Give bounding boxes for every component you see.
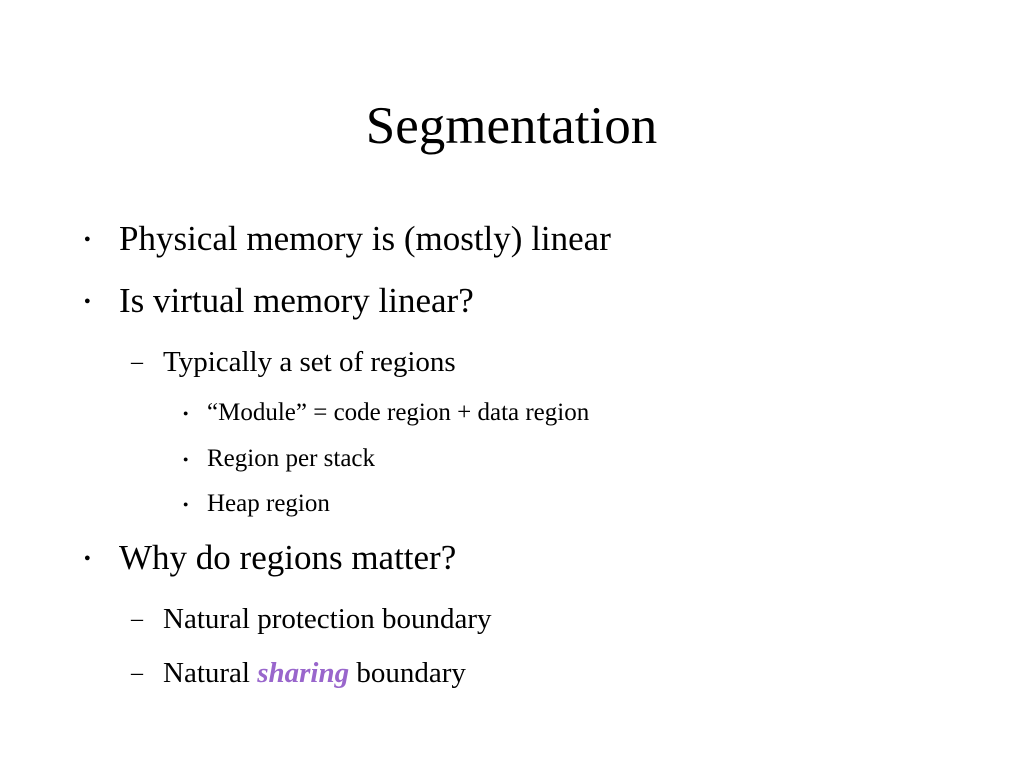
- dash-icon: –: [131, 349, 143, 375]
- sub-sub-bullet-text: Heap region: [207, 490, 330, 517]
- sub-sub-bullet-text: Region per stack: [207, 445, 376, 472]
- emphasized-word: sharing: [257, 657, 350, 689]
- bullet-icon: ●: [183, 499, 189, 509]
- bullet-text: Physical memory is (mostly) linear: [119, 219, 611, 258]
- bullet-text: Is virtual memory linear?: [119, 281, 474, 320]
- dash-icon: –: [131, 660, 143, 686]
- sub-sub-bullet-text: “Module” = code region + data region: [207, 399, 590, 426]
- bullet-icon: ●: [183, 408, 189, 418]
- bullet-item: [84, 218, 611, 260]
- bullet-item: [84, 280, 474, 322]
- sub-sub-bullet-item: [183, 398, 589, 428]
- bullet-icon: ●: [84, 295, 91, 307]
- bullet-icon: ●: [84, 233, 91, 245]
- bullet-icon: ●: [183, 454, 189, 464]
- bullet-icon: ●: [84, 552, 91, 564]
- sub-sub-bullet-item: [183, 444, 375, 474]
- dash-icon: –: [131, 606, 143, 632]
- sub-bullet-text: Typically a set of regions: [163, 346, 456, 378]
- text-before-emphasis: Natural: [163, 657, 258, 689]
- text-after-emphasis: boundary: [349, 657, 466, 689]
- bullet-text: Why do regions matter?: [119, 538, 457, 577]
- slide-title: Segmentation: [365, 97, 658, 155]
- sub-bullet-text: [163, 655, 466, 691]
- sub-bullet-item: [131, 601, 492, 637]
- sub-sub-bullet-item: [183, 489, 330, 519]
- sub-bullet-text: Natural protection boundary: [163, 603, 492, 635]
- bullet-item: [84, 537, 456, 579]
- sub-bullet-item: [131, 655, 466, 691]
- sub-bullet-item: [131, 344, 456, 380]
